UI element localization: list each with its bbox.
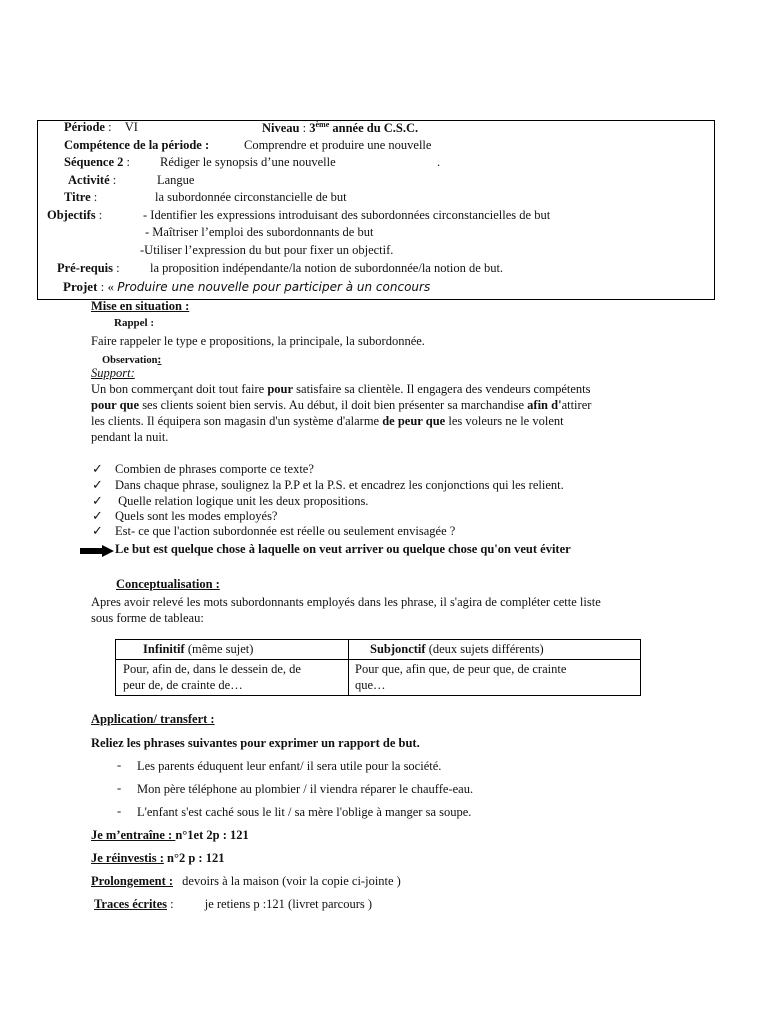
niveau-sup: ème	[315, 120, 330, 129]
list-dash: -	[117, 804, 122, 818]
sequence-dot: .	[437, 155, 441, 169]
support-text: attirer	[561, 398, 592, 412]
support-line-2	[91, 398, 591, 413]
objectif-1: - Identifier les expressions introduisant des subordonnées circonstancielles de but	[143, 208, 551, 222]
activite-sep: :	[109, 173, 117, 187]
observation-label: Observation	[102, 355, 158, 366]
application-instruction: Reliez les phrases suivantes pour exprimer un rapport de but.	[91, 736, 420, 750]
subordinants-table	[115, 639, 641, 696]
traces-sep: :	[167, 897, 174, 911]
reinvestis-value: n°2 p : 121	[163, 851, 225, 865]
projet-label: Projet	[63, 279, 98, 294]
support-keyword: pour que	[91, 398, 140, 412]
checkmark-icon: ✓	[92, 523, 103, 538]
application-title: Application/ transfert :	[91, 712, 215, 726]
periode-label: Période	[64, 120, 105, 134]
traces-row	[94, 897, 372, 912]
support-line-4: pendant la nuit.	[91, 430, 169, 444]
titre-label: Titre	[64, 190, 91, 204]
periode-sep: :	[104, 120, 112, 134]
rappel-text: Faire rappeler le type e propositions, la principale, la subordonnée.	[91, 334, 425, 348]
question-4: Quels sont les modes employés?	[115, 509, 278, 523]
observation-row	[102, 352, 161, 367]
support-text: les clients. Il équipera son magasin d'un système d'alarme	[91, 414, 383, 428]
objectif-3: -Utiliser l’expression du but pour fixer un objectif.	[140, 243, 394, 257]
reinvestis-row	[91, 851, 224, 866]
support-line-3	[91, 414, 564, 429]
table-cell-line: peur de, de crainte de…	[123, 678, 243, 692]
checkmark-icon: ✓	[92, 493, 103, 508]
prerequis-sep: :	[113, 261, 120, 275]
table-cell-line: que…	[355, 678, 386, 692]
table-header-bold: Infinitif	[143, 642, 185, 656]
observation-colon: :	[157, 352, 162, 366]
prerequis-value: la proposition indépendante/la notion de subordonnée/la notion de but.	[150, 261, 504, 275]
support-text: Un bon commerçant doit tout faire	[91, 382, 268, 396]
periode-value: VI	[124, 120, 138, 134]
niveau-sep: :	[299, 121, 310, 136]
entraine-label: Je m’entraîne :	[91, 828, 176, 842]
support-label: Support:	[91, 366, 135, 380]
activite-value: Langue	[157, 173, 195, 187]
checkmark-icon: ✓	[92, 477, 103, 492]
sequence-label: Séquence 2	[64, 155, 124, 169]
checkmark-icon: ✓	[92, 508, 103, 523]
projet-value: Produire une nouvelle pour participer à un concours	[117, 280, 431, 294]
table-divider	[116, 659, 640, 660]
checkmark-icon: ✓	[92, 461, 103, 476]
traces-label: Traces écrites	[94, 897, 167, 911]
support-text: ses clients soient bien servis. Au début, il doit bien présenter sa marchandise	[139, 398, 528, 412]
reinvestis-label: Je réinvestis :	[91, 851, 164, 865]
sequence-label-row	[64, 155, 130, 170]
sequence-sep: :	[123, 155, 130, 169]
objectif-2: - Maîtriser l’emploi des subordonnants de but	[145, 225, 374, 239]
question-1: Combien de phrases comporte ce texte?	[115, 462, 314, 476]
support-keyword: de peur que	[382, 414, 446, 428]
mise-en-situation-title: Mise en situation :	[91, 299, 190, 313]
application-item-3: L'enfant s'est caché sous le lit / sa mère l'oblige à manger sa soupe.	[137, 805, 472, 819]
prolongement-value: devoirs à la maison (voir la copie ci-jointe )	[182, 874, 401, 888]
niveau-row	[262, 120, 418, 136]
sequence-value: Rédiger le synopsis d’une nouvelle	[160, 155, 336, 169]
table-header-subjonctif	[370, 641, 544, 657]
table-header-rest: (deux sujets différents)	[425, 642, 544, 656]
support-line-1	[91, 382, 591, 397]
entraine-value: n°1et 2p : 121	[175, 828, 249, 842]
prolongement-row	[91, 874, 401, 889]
question-5: Est- ce que l'action subordonnée est réelle ou seulement envisagée ?	[115, 524, 456, 538]
table-divider	[348, 640, 349, 695]
periode-row	[64, 120, 138, 135]
objectifs-row	[47, 208, 102, 223]
titre-sep: :	[90, 190, 98, 204]
conceptualisation-title: Conceptualisation :	[116, 577, 220, 591]
objectifs-label: Objectifs	[47, 208, 96, 222]
question-2: Dans chaque phrase, soulignez la P.P et la P.S. et encadrez les conjonctions qui les relient.	[115, 478, 564, 492]
traces-value: je retiens p :121 (livret parcours )	[204, 897, 373, 911]
table-cell-infinitif	[123, 661, 301, 693]
support-text: les voleurs ne le volent	[445, 414, 564, 428]
application-item-1: Les parents éduquent leur enfant/ il sera utile pour la société.	[137, 759, 442, 773]
rappel-label: Rappel :	[114, 317, 155, 329]
table-cell-line: Pour que, afin que, de peur que, de crainte	[355, 662, 567, 676]
niveau-label: Niveau	[262, 121, 300, 136]
prerequis-label: Pré-requis	[57, 261, 114, 275]
titre-value: la subordonnée circonstancielle de but	[155, 190, 347, 204]
support-keyword: afin d'	[527, 398, 562, 412]
competence-label: Compétence de la période :	[64, 138, 210, 152]
objectifs-sep: :	[95, 208, 103, 222]
titre-row	[64, 190, 97, 205]
niveau-rest: année du C.S.C.	[329, 121, 419, 136]
support-text: satisfaire sa clientèle. Il engagera des vendeurs compétents	[293, 382, 591, 396]
projet-sep: : «	[97, 279, 115, 294]
competence-value: Comprendre et produire une nouvelle	[244, 138, 432, 152]
table-header-bold: Subjonctif	[370, 642, 426, 656]
conceptualisation-intro-2: sous forme de tableau:	[91, 611, 204, 625]
niveau-num: 3	[309, 121, 316, 136]
activite-row	[68, 173, 116, 188]
table-cell-line: Pour, afin de, dans le dessein de, de	[123, 662, 301, 676]
projet-row	[63, 279, 430, 295]
right-arrow-icon	[80, 545, 114, 557]
list-dash: -	[117, 758, 122, 772]
conceptualisation-intro-1: Apres avoir relevé les mots subordonnants employés dans les phrase, il s'agira de compléter cette liste	[91, 595, 601, 609]
activite-label: Activité	[68, 173, 110, 187]
prerequis-row	[57, 261, 120, 276]
support-keyword: pour	[267, 382, 294, 396]
conclusion-text: Le but est quelque chose à laquelle on veut arriver ou quelque chose qu'on veut éviter	[115, 542, 571, 556]
question-3: Quelle relation logique unit les deux propositions.	[115, 494, 369, 508]
table-header-rest: (même sujet)	[184, 642, 254, 656]
table-header-infinitif	[143, 641, 253, 657]
prolongement-label: Prolongement :	[91, 874, 174, 888]
entraine-row	[91, 828, 249, 843]
application-item-2: Mon père téléphone au plombier / il viendra réparer le chauffe-eau.	[137, 782, 474, 796]
list-dash: -	[117, 781, 122, 795]
table-cell-subjonctif	[355, 661, 566, 693]
